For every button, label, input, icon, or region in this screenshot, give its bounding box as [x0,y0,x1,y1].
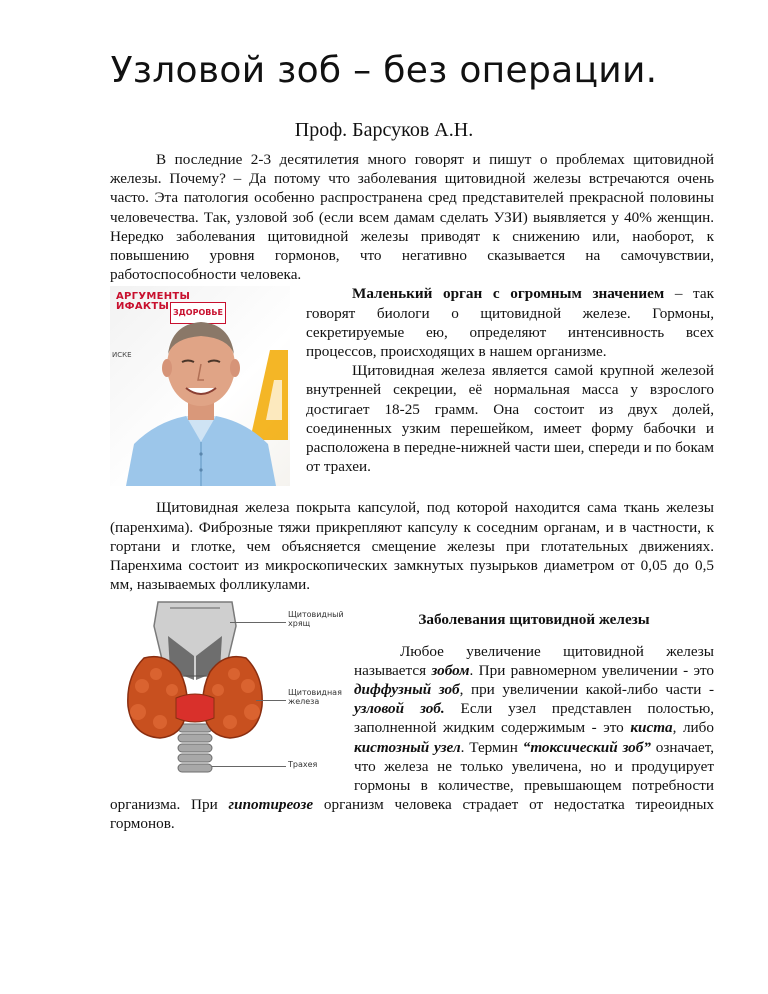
term-toxic-goiter: “токсический зоб” [522,738,651,756]
backdrop-side-text: ИСКЕ [112,351,132,360]
author-photo [110,286,290,486]
term-cyst: киста [630,719,673,737]
term-diffuse-goiter: диффузный зоб [354,681,460,699]
term-goiter: зобом [431,661,470,679]
diseases-heading: Заболевания щитовидной железы [418,611,650,629]
term-nodular-goiter: узловой зоб. [354,700,445,718]
organ-subheading: Маленький орган с огромным значением [352,285,665,303]
brand-tag: ЗДОРОВЬЕ [170,302,226,323]
thyroid-illustration [110,596,346,782]
article-body [110,150,714,834]
term-hypothyroidism: гипотиреозе [228,796,314,814]
page-title: Узловой зоб – без операции. [110,50,658,91]
thyroid-drawing [110,596,280,782]
organ-paragraph: Маленький орган с огромным значением – так говорят биологи о щитовидной железе. Гормоны, секретируемые ею, определяют интенсивность всех процессов, происходящих в нашем организме. [306,285,714,361]
term-cystic-node: кистозный узел [354,738,461,756]
person-portrait [116,304,286,486]
label-thyroid-cartilage: Щитовидный хрящ [288,610,344,629]
intro-paragraph: В последние 2-3 десятилетия много говорят и пишут о проблемах щитовидной железы. Почему? – Да потому что заболевания щитовидной железы встречаются очень часто. Эта патология особенно распространена сред представителей прекрасной половины человечества. Так, узловой зоб (если всем дамам сделать УЗИ) выявляется у 40% женщин. Нередко заболевания щитовидной железы приводят к снижению или, наоборот, к повышению уровня гормонов, что негативно сказывается на самочувствии, работоспособности человека. [110,151,714,284]
leader-line-cartilage [230,622,286,623]
label-thyroid-gland: Щитовидная железа [288,688,342,707]
leader-line-trachea [212,766,286,767]
label-trachea: Трахея [288,760,318,770]
gland-description-paragraph: Щитовидная железа является самой крупной железой внутренней секреции, её нормальная масса у взрослого достигает 18-25 грамм. Она состоит из двух долей, соединенных узким перешейком, имеет форму бабочки и расположена в передне-нижней части шеи, спереди и по бокам от трахеи. [306,362,714,476]
diseases-paragraph: Любое увеличение щитовидной железы называется зобом. При равномерном увеличении - это диффузный зоб, при увеличении какой-либо части - узловой зоб. Если узел представлен полостью, заполненной жидким содержимым - это киста, либо кистозный узел. Термин “токсический зоб” означает, что железа не только увеличена, но и продуцирует гормоны в количестве, превышающем потребности организма. При гипотиреозе организм человека страдает от недостатка тиреоидных гормонов. [110,642,715,833]
brand-logo: АРГУМЕНТЫ ИФАКТЫ [116,291,191,313]
leader-line-gland [256,700,286,701]
capsule-paragraph: Щитовидная железа покрыта капсулой, под которой находится сама ткань железы (паренхима). Фиброзные тяжи прикрепляют капсулу к соседним органам, и в частности, к гортани и глотке, чем объясняется смещение железы при глотательных движениях. Паренхима состоит из микроскопических замкнутых пузырьков диаметром от 0,05 до 0,5 мм, называемых фолликулами. [110,499,714,594]
author-line: Проф. Барсуков А.Н. [294,119,474,141]
